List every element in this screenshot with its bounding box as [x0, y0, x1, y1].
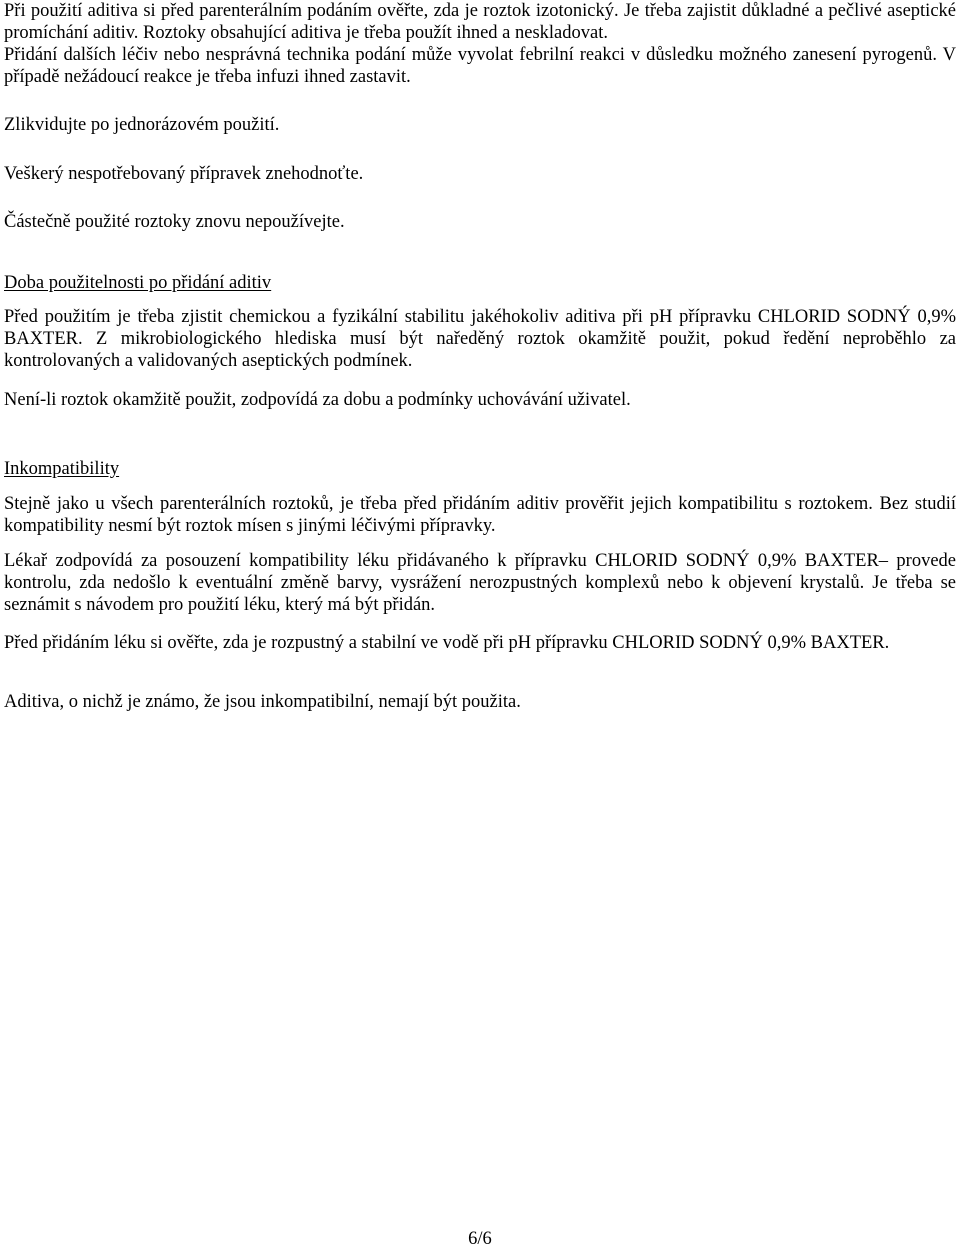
intro-paragraph-febrile-reaction: Přidání dalších léčiv nebo nesprávná technika podání může vyvolat febrilní reakci v důsledku možného zanesení pyrogenů. V případě nežádoucí reakce je třeba infuzi ihned zastavit. — [4, 45, 956, 87]
section-heading-shelf-life: Doba použitelnosti po přidání aditiv — [4, 273, 272, 293]
incompat-paragraph-compatibility: Stejně jako u všech parenterálních roztoků, je třeba před přidáním aditiv prověřit jejich kompatibilitu s roztokem. Bez studií kompatibility nesmí být roztok mísen s jinými léčivými přípravky. — [4, 494, 956, 536]
section-heading-incompatibilities: Inkompatibility — [4, 459, 120, 479]
shelf-life-paragraph-storage: Není-li roztok okamžitě použit, zodpovídá za dobu a podmínky uchovávání uživatel. — [4, 390, 631, 410]
intro-paragraph-additive-check: Při použití aditiva si před parenterálním podáním ověřte, zda je roztok izotonický. Je třeba zajistit důkladné a pečlivé aseptické promíchání aditiv. Roztoky obsahující aditiva je třeba použít ihned a neskladovat. — [4, 1, 956, 43]
shelf-life-paragraph-stability: Před použitím je třeba zjistit chemickou a fyzikální stabilitu jakéhokoliv aditiva při pH přípravku CHLORID SODNÝ 0,9% BAXTER. Z mikrobiologického hlediska musí být naředěný roztok okamžitě použit, pokud ředění neproběhlo za kontrolovaných a validovaných aseptických podmínek. — [4, 307, 956, 371]
incompat-paragraph-physician: Lékař zodpovídá za posouzení kompatibility léku přidávaného k přípravku CHLORID SODNÝ 0,9% BAXTER– provede kontrolu, zda nedošlo k eventuální změně barvy, vysrážení nerozpustných komplexů nebo k objevení krystalů. Je třeba se seznámit s návodem pro použití léku, který má být přidán. — [4, 551, 956, 615]
incompat-paragraph-solubility: Před přidáním léku si ověřte, zda je rozpustný a stabilní ve vodě při pH přípravku CHLORID SODNÝ 0,9% BAXTER. — [4, 633, 890, 653]
intro-paragraph-partial-use: Částečně použité roztoky znovu nepoužívejte. — [4, 212, 345, 232]
intro-paragraph-single-use: Zlikvidujte po jednorázovém použití. — [4, 115, 280, 135]
intro-paragraph-discard: Veškerý nespotřebovaný přípravek znehodnoťte. — [4, 164, 364, 184]
incompat-paragraph-known-incompatible: Aditiva, o nichž je známo, že jsou inkompatibilní, nemají být použita. — [4, 692, 521, 712]
page-number: 6/6 — [468, 1229, 492, 1249]
